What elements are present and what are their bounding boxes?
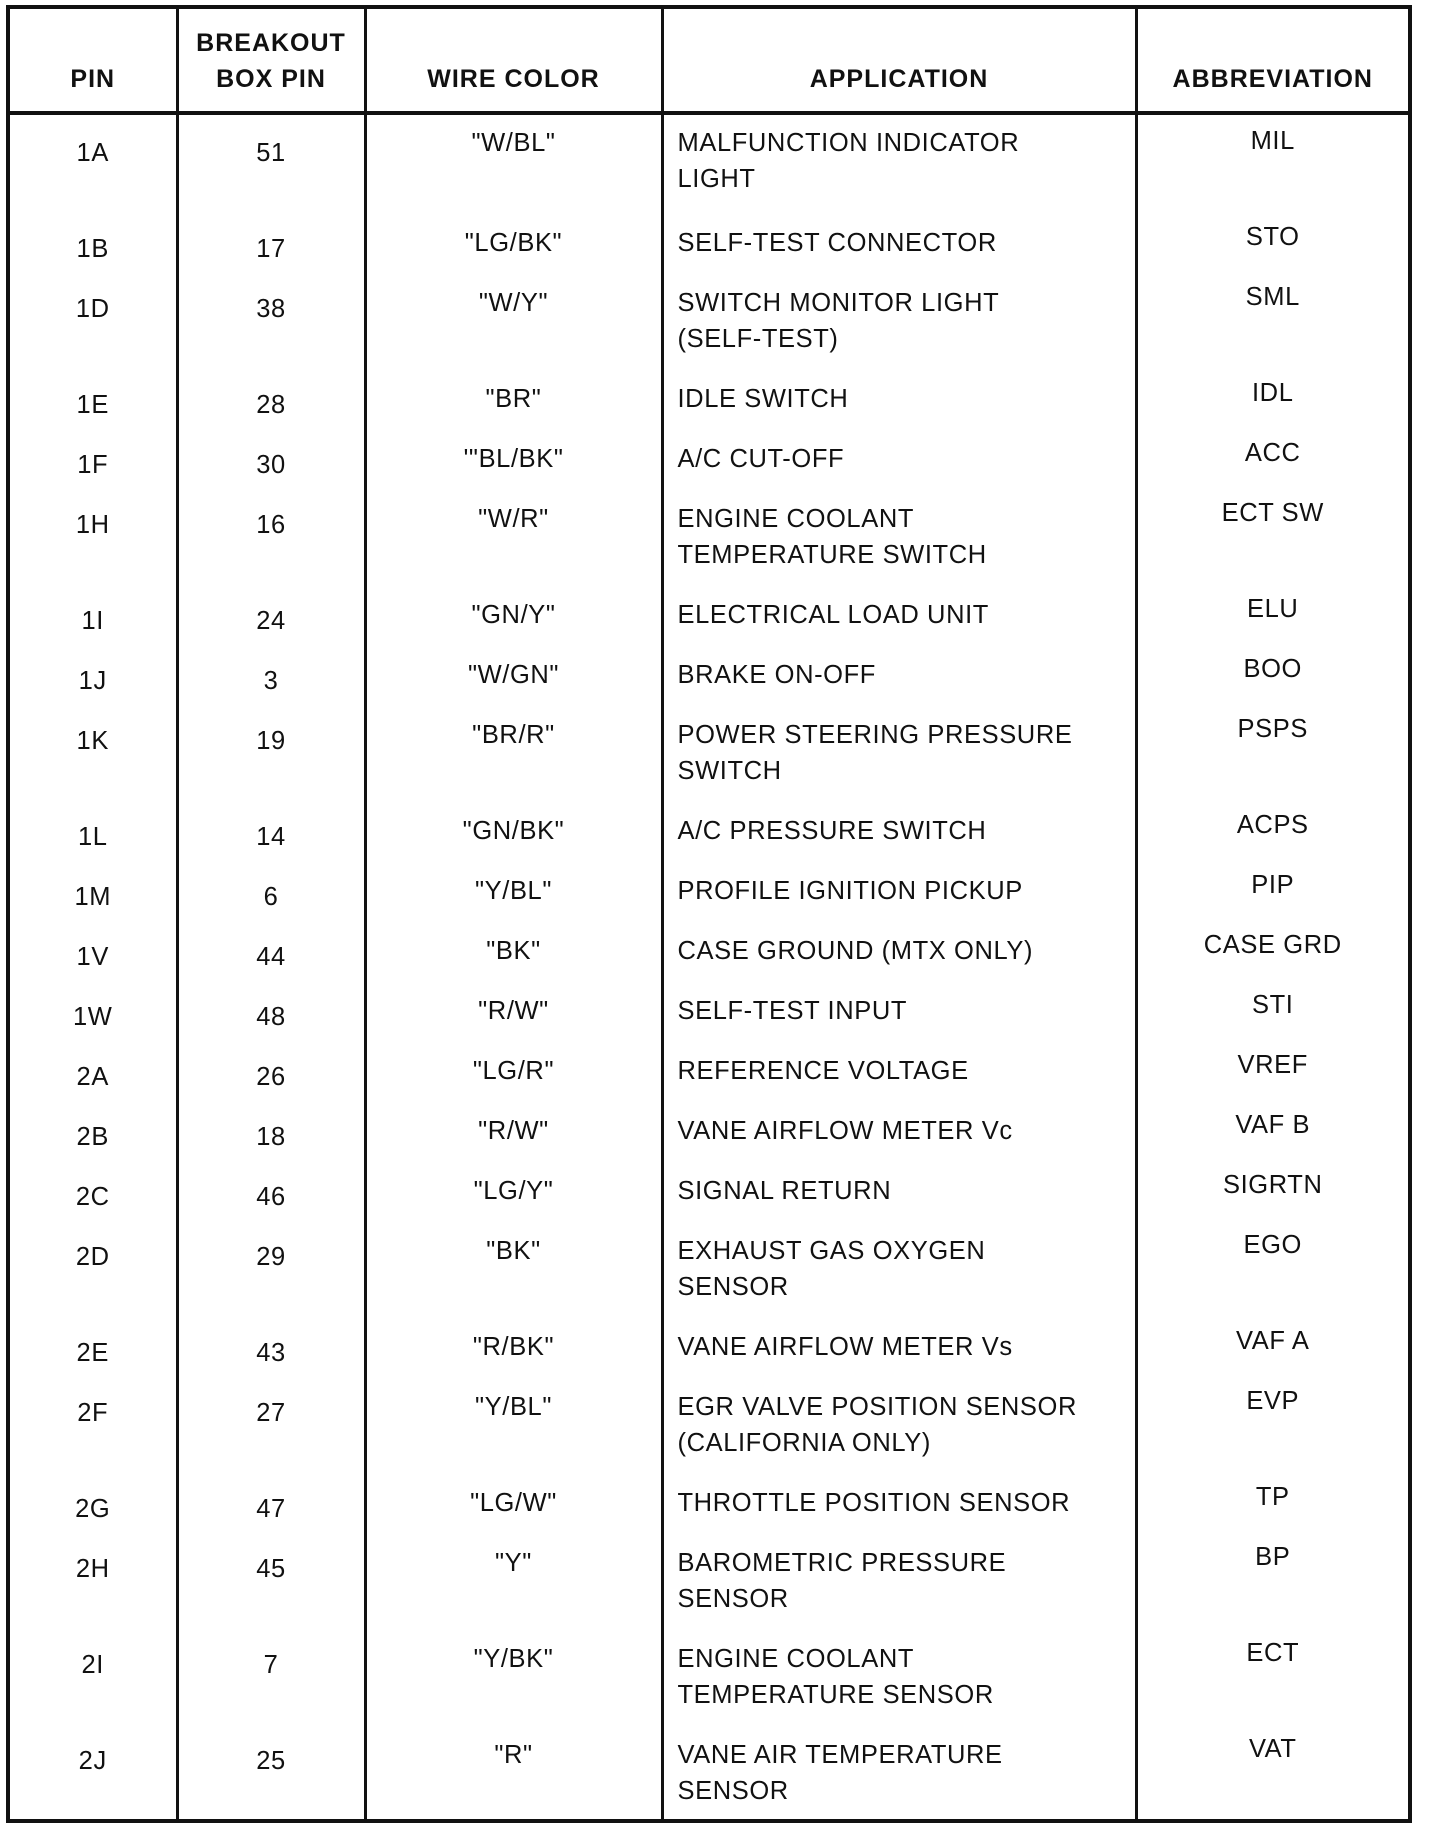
table-row <box>8 1471 1410 1531</box>
cell-pin: 1I <box>8 583 177 643</box>
table-row <box>8 799 1410 859</box>
cell-breakout-pin: 29 <box>177 1219 365 1315</box>
cell-pin: 1H <box>8 487 177 583</box>
application-line-1: PROFILE IGNITION PICKUP <box>677 877 1023 905</box>
cell-wire-color: "W/Y" <box>365 271 662 367</box>
table-row <box>8 1723 1410 1821</box>
cell-abbreviation: VAT <box>1136 1723 1410 1821</box>
cell-pin: 2E <box>8 1315 177 1375</box>
table-header <box>8 7 1410 113</box>
cell-abbreviation: STO <box>1136 211 1410 271</box>
cell-pin: 1M <box>8 859 177 919</box>
application-line-1: A/C CUT-OFF <box>677 445 845 473</box>
cell-abbreviation: ECT <box>1136 1627 1410 1723</box>
application-line-1: A/C PRESSURE SWITCH <box>677 817 987 845</box>
cell-breakout-pin: 48 <box>177 979 365 1039</box>
cell-abbreviation: MIL <box>1136 113 1410 211</box>
application-line-2: (SELF-TEST) <box>677 325 839 353</box>
table-row <box>8 703 1410 799</box>
col-header-application-label: APPLICATION <box>809 65 989 93</box>
cell-wire-color: '"BL/BK" <box>365 427 662 487</box>
cell-application <box>662 643 1136 703</box>
cell-abbreviation: CASE GRD <box>1136 919 1410 979</box>
cell-abbreviation: PIP <box>1136 859 1410 919</box>
application-line-1: ELECTRICAL LOAD UNIT <box>677 601 989 629</box>
cell-abbreviation: BP <box>1136 1531 1410 1627</box>
cell-abbreviation: EGO <box>1136 1219 1410 1315</box>
table-row <box>8 583 1410 643</box>
cell-breakout-pin: 45 <box>177 1531 365 1627</box>
cell-pin: 1E <box>8 367 177 427</box>
cell-application <box>662 583 1136 643</box>
cell-pin: 1V <box>8 919 177 979</box>
cell-application <box>662 1723 1136 1821</box>
cell-wire-color: "R/BK" <box>365 1315 662 1375</box>
cell-breakout-pin: 51 <box>177 113 365 211</box>
cell-application <box>662 1471 1136 1531</box>
application-line-1: ENGINE COOLANT <box>677 505 915 533</box>
application-line-2: SENSOR <box>677 1777 789 1805</box>
cell-application <box>662 271 1136 367</box>
cell-wire-color: "Y/BL" <box>365 859 662 919</box>
application-line-2: TEMPERATURE SWITCH <box>677 541 987 569</box>
application-line-1: SELF-TEST CONNECTOR <box>677 229 997 257</box>
cell-breakout-pin: 7 <box>177 1627 365 1723</box>
cell-breakout-pin: 14 <box>177 799 365 859</box>
application-line-1: CASE GROUND (MTX ONLY) <box>677 937 1034 965</box>
cell-abbreviation: VREF <box>1136 1039 1410 1099</box>
cell-pin: 1F <box>8 427 177 487</box>
table-row <box>8 1039 1410 1099</box>
cell-application <box>662 1627 1136 1723</box>
cell-pin: 2A <box>8 1039 177 1099</box>
table-row <box>8 113 1410 211</box>
application-line-2: LIGHT <box>677 165 756 193</box>
cell-breakout-pin: 6 <box>177 859 365 919</box>
cell-abbreviation: ACC <box>1136 427 1410 487</box>
cell-abbreviation: EVP <box>1136 1375 1410 1471</box>
table-row <box>8 487 1410 583</box>
table-row <box>8 367 1410 427</box>
cell-breakout-pin: 38 <box>177 271 365 367</box>
col-header-breakout-line2: BOX PIN <box>216 65 326 93</box>
cell-application <box>662 919 1136 979</box>
table-row <box>8 1315 1410 1375</box>
table-row <box>8 271 1410 367</box>
col-header-wire-color <box>365 7 662 113</box>
table-row <box>8 919 1410 979</box>
cell-pin: 1K <box>8 703 177 799</box>
cell-wire-color: "Y/BK" <box>365 1627 662 1723</box>
cell-pin: 2C <box>8 1159 177 1219</box>
cell-application <box>662 1039 1136 1099</box>
cell-abbreviation: SML <box>1136 271 1410 367</box>
cell-pin: 2I <box>8 1627 177 1723</box>
cell-abbreviation: BOO <box>1136 643 1410 703</box>
application-line-2: TEMPERATURE SENSOR <box>677 1681 994 1709</box>
cell-application <box>662 367 1136 427</box>
application-line-2: (CALIFORNIA ONLY) <box>677 1429 931 1457</box>
cell-application <box>662 1099 1136 1159</box>
application-line-1: MALFUNCTION INDICATOR <box>677 129 1020 157</box>
col-header-pin <box>8 7 177 113</box>
application-line-1: VANE AIRFLOW METER Vc <box>677 1117 1013 1145</box>
header-row <box>8 7 1410 113</box>
application-line-1: ENGINE COOLANT <box>677 1645 915 1673</box>
col-header-abbreviation <box>1136 7 1410 113</box>
cell-pin: 2B <box>8 1099 177 1159</box>
cell-abbreviation: TP <box>1136 1471 1410 1531</box>
cell-abbreviation: STI <box>1136 979 1410 1039</box>
cell-pin: 2H <box>8 1531 177 1627</box>
cell-pin: 1J <box>8 643 177 703</box>
cell-pin: 2F <box>8 1375 177 1471</box>
cell-wire-color: "W/BL" <box>365 113 662 211</box>
col-header-wire-color-label: WIRE COLOR <box>427 65 600 93</box>
col-header-breakout-line1: BREAKOUT <box>196 29 346 57</box>
cell-breakout-pin: 46 <box>177 1159 365 1219</box>
cell-breakout-pin: 19 <box>177 703 365 799</box>
cell-wire-color: "LG/BK" <box>365 211 662 271</box>
application-line-1: IDLE SWITCH <box>677 385 849 413</box>
cell-abbreviation: ECT SW <box>1136 487 1410 583</box>
cell-pin: 1W <box>8 979 177 1039</box>
application-line-1: EXHAUST GAS OXYGEN <box>677 1237 986 1265</box>
cell-abbreviation: ELU <box>1136 583 1410 643</box>
cell-breakout-pin: 28 <box>177 367 365 427</box>
application-line-1: SWITCH MONITOR LIGHT <box>677 289 1000 317</box>
cell-breakout-pin: 27 <box>177 1375 365 1471</box>
cell-application <box>662 487 1136 583</box>
cell-pin: 2J <box>8 1723 177 1821</box>
cell-wire-color: "GN/Y" <box>365 583 662 643</box>
col-header-abbreviation-label: ABBREVIATION <box>1172 65 1373 93</box>
cell-wire-color: "LG/W" <box>365 1471 662 1531</box>
table-row <box>8 1375 1410 1471</box>
cell-pin: 1L <box>8 799 177 859</box>
cell-application <box>662 1531 1136 1627</box>
application-line-1: REFERENCE VOLTAGE <box>677 1057 969 1085</box>
cell-wire-color: "R/W" <box>365 979 662 1039</box>
cell-wire-color: "BK" <box>365 919 662 979</box>
table-row <box>8 1099 1410 1159</box>
cell-breakout-pin: 30 <box>177 427 365 487</box>
col-header-pin-label: PIN <box>70 65 116 93</box>
cell-wire-color: "Y/BL" <box>365 1375 662 1471</box>
table-body <box>8 113 1410 1821</box>
cell-application <box>662 1159 1136 1219</box>
cell-pin: 1D <box>8 271 177 367</box>
application-line-2: SWITCH <box>677 757 782 785</box>
cell-wire-color: "BR" <box>365 367 662 427</box>
cell-application <box>662 799 1136 859</box>
table-row <box>8 1627 1410 1723</box>
table-row <box>8 427 1410 487</box>
cell-application <box>662 211 1136 271</box>
cell-pin: 1B <box>8 211 177 271</box>
cell-breakout-pin: 3 <box>177 643 365 703</box>
cell-pin: 2D <box>8 1219 177 1315</box>
cell-application <box>662 703 1136 799</box>
cell-wire-color: "W/R" <box>365 487 662 583</box>
cell-wire-color: "LG/Y" <box>365 1159 662 1219</box>
cell-pin: 2G <box>8 1471 177 1531</box>
cell-wire-color: "Y" <box>365 1531 662 1627</box>
application-line-1: VANE AIRFLOW METER Vs <box>677 1333 1013 1361</box>
application-line-1: THROTTLE POSITION SENSOR <box>677 1489 1071 1517</box>
application-line-1: SIGNAL RETURN <box>677 1177 892 1205</box>
table-row <box>8 1219 1410 1315</box>
table-row <box>8 1531 1410 1627</box>
cell-breakout-pin: 25 <box>177 1723 365 1821</box>
table-row <box>8 643 1410 703</box>
cell-application <box>662 1375 1136 1471</box>
application-line-2: SENSOR <box>677 1585 789 1613</box>
cell-wire-color: "R/W" <box>365 1099 662 1159</box>
cell-pin: 1A <box>8 113 177 211</box>
application-line-1: VANE AIR TEMPERATURE <box>677 1741 1003 1769</box>
cell-breakout-pin: 18 <box>177 1099 365 1159</box>
cell-wire-color: "W/GN" <box>365 643 662 703</box>
cell-breakout-pin: 47 <box>177 1471 365 1531</box>
cell-abbreviation: VAF A <box>1136 1315 1410 1375</box>
col-header-application <box>662 7 1136 113</box>
cell-wire-color: "R" <box>365 1723 662 1821</box>
pin-table <box>6 5 1412 1823</box>
cell-application <box>662 427 1136 487</box>
cell-abbreviation: SIGRTN <box>1136 1159 1410 1219</box>
cell-breakout-pin: 26 <box>177 1039 365 1099</box>
cell-abbreviation: IDL <box>1136 367 1410 427</box>
cell-wire-color: "BR/R" <box>365 703 662 799</box>
cell-wire-color: "BK" <box>365 1219 662 1315</box>
table-row <box>8 859 1410 919</box>
col-header-breakout <box>177 7 365 113</box>
table-row <box>8 979 1410 1039</box>
cell-wire-color: "LG/R" <box>365 1039 662 1099</box>
application-line-1: SELF-TEST INPUT <box>677 997 908 1025</box>
application-line-2: SENSOR <box>677 1273 789 1301</box>
table-row <box>8 1159 1410 1219</box>
cell-application <box>662 859 1136 919</box>
application-line-1: BAROMETRIC PRESSURE <box>677 1549 1007 1577</box>
cell-breakout-pin: 43 <box>177 1315 365 1375</box>
cell-breakout-pin: 16 <box>177 487 365 583</box>
application-line-1: BRAKE ON-OFF <box>677 661 876 689</box>
cell-application <box>662 1219 1136 1315</box>
cell-application <box>662 979 1136 1039</box>
application-line-1: EGR VALVE POSITION SENSOR <box>677 1393 1077 1421</box>
cell-wire-color: "GN/BK" <box>365 799 662 859</box>
cell-abbreviation: PSPS <box>1136 703 1410 799</box>
cell-breakout-pin: 44 <box>177 919 365 979</box>
cell-breakout-pin: 24 <box>177 583 365 643</box>
cell-breakout-pin: 17 <box>177 211 365 271</box>
cell-abbreviation: ACPS <box>1136 799 1410 859</box>
cell-application <box>662 1315 1136 1375</box>
cell-abbreviation: VAF B <box>1136 1099 1410 1159</box>
application-line-1: POWER STEERING PRESSURE <box>677 721 1073 749</box>
table-row <box>8 211 1410 271</box>
cell-application <box>662 113 1136 211</box>
